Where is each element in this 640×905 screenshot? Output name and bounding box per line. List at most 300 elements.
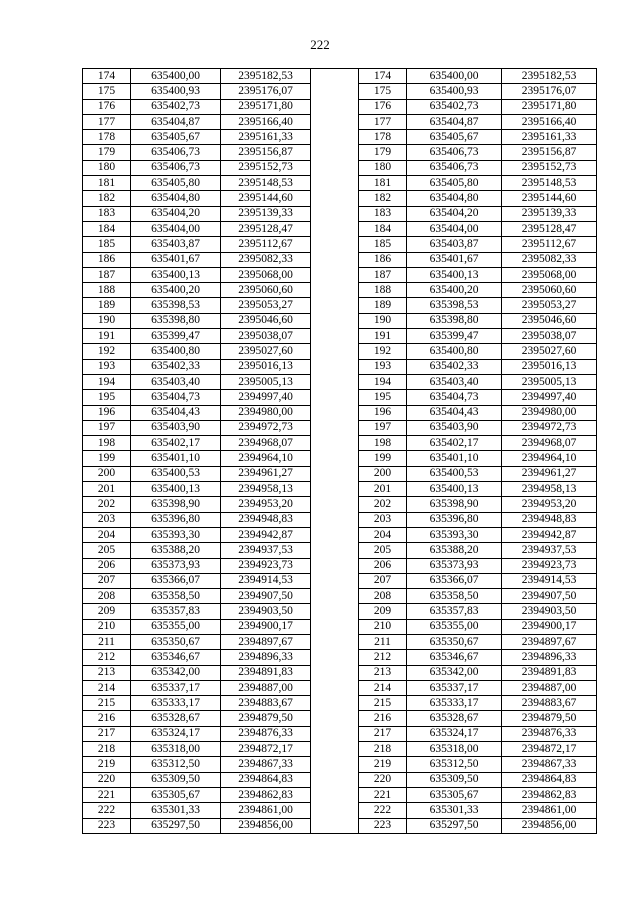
right-y-coordinate-cell: 2394872,17 bbox=[502, 742, 597, 757]
left-y-coordinate-cell: 2394879,50 bbox=[221, 711, 311, 726]
right-y-coordinate-cell: 2394961,27 bbox=[502, 466, 597, 481]
right-point-number-cell: 189 bbox=[359, 298, 407, 313]
column-gap bbox=[311, 711, 359, 726]
right-point-number-cell: 220 bbox=[359, 772, 407, 787]
right-x-coordinate-cell: 635324,17 bbox=[407, 726, 502, 741]
left-point-number-cell: 187 bbox=[83, 267, 131, 282]
right-point-number-cell: 217 bbox=[359, 726, 407, 741]
table-row bbox=[83, 221, 597, 236]
table-row bbox=[83, 374, 597, 389]
left-y-coordinate-cell: 2394958,13 bbox=[221, 482, 311, 497]
table-row bbox=[83, 558, 597, 573]
left-x-coordinate-cell: 635403,40 bbox=[131, 374, 221, 389]
column-gap bbox=[311, 512, 359, 527]
left-point-number-cell: 177 bbox=[83, 114, 131, 129]
left-point-number-cell: 189 bbox=[83, 298, 131, 313]
table-row bbox=[83, 772, 597, 787]
left-y-coordinate-cell: 2395038,07 bbox=[221, 329, 311, 344]
right-x-coordinate-cell: 635403,40 bbox=[407, 374, 502, 389]
left-point-number-cell: 196 bbox=[83, 405, 131, 420]
left-y-coordinate-cell: 2394923,73 bbox=[221, 558, 311, 573]
right-x-coordinate-cell: 635404,80 bbox=[407, 191, 502, 206]
right-y-coordinate-cell: 2394968,07 bbox=[502, 436, 597, 451]
left-x-coordinate-cell: 635297,50 bbox=[131, 818, 221, 833]
left-point-number-cell: 202 bbox=[83, 497, 131, 512]
right-y-coordinate-cell: 2395152,73 bbox=[502, 160, 597, 175]
left-x-coordinate-cell: 635402,33 bbox=[131, 359, 221, 374]
left-y-coordinate-cell: 2395060,60 bbox=[221, 283, 311, 298]
right-y-coordinate-cell: 2394856,00 bbox=[502, 818, 597, 833]
right-x-coordinate-cell: 635333,17 bbox=[407, 696, 502, 711]
left-x-coordinate-cell: 635405,80 bbox=[131, 176, 221, 191]
right-point-number-cell: 212 bbox=[359, 650, 407, 665]
right-point-number-cell: 219 bbox=[359, 757, 407, 772]
left-point-number-cell: 194 bbox=[83, 374, 131, 389]
table-row bbox=[83, 267, 597, 282]
table-row bbox=[83, 543, 597, 558]
left-point-number-cell: 192 bbox=[83, 344, 131, 359]
left-point-number-cell: 218 bbox=[83, 742, 131, 757]
left-x-coordinate-cell: 635309,50 bbox=[131, 772, 221, 787]
right-y-coordinate-cell: 2395005,13 bbox=[502, 374, 597, 389]
right-y-coordinate-cell: 2394864,83 bbox=[502, 772, 597, 787]
table-row bbox=[83, 512, 597, 527]
column-gap bbox=[311, 436, 359, 451]
left-x-coordinate-cell: 635401,10 bbox=[131, 451, 221, 466]
right-y-coordinate-cell: 2394862,83 bbox=[502, 787, 597, 802]
right-point-number-cell: 187 bbox=[359, 267, 407, 282]
left-point-number-cell: 217 bbox=[83, 726, 131, 741]
left-x-coordinate-cell: 635406,73 bbox=[131, 160, 221, 175]
right-y-coordinate-cell: 2395027,60 bbox=[502, 344, 597, 359]
page-number: 222 bbox=[310, 37, 330, 52]
right-y-coordinate-cell: 2394942,87 bbox=[502, 527, 597, 542]
left-y-coordinate-cell: 2395046,60 bbox=[221, 313, 311, 328]
left-point-number-cell: 200 bbox=[83, 466, 131, 481]
right-point-number-cell: 201 bbox=[359, 482, 407, 497]
column-gap bbox=[311, 742, 359, 757]
left-x-coordinate-cell: 635346,67 bbox=[131, 650, 221, 665]
left-point-number-cell: 183 bbox=[83, 206, 131, 221]
left-x-coordinate-cell: 635404,80 bbox=[131, 191, 221, 206]
left-y-coordinate-cell: 2395171,80 bbox=[221, 99, 311, 114]
left-y-coordinate-cell: 2394862,83 bbox=[221, 787, 311, 802]
right-y-coordinate-cell: 2395068,00 bbox=[502, 267, 597, 282]
left-x-coordinate-cell: 635404,87 bbox=[131, 114, 221, 129]
right-point-number-cell: 210 bbox=[359, 619, 407, 634]
right-y-coordinate-cell: 2395171,80 bbox=[502, 99, 597, 114]
right-y-coordinate-cell: 2395144,60 bbox=[502, 191, 597, 206]
right-point-number-cell: 181 bbox=[359, 176, 407, 191]
left-y-coordinate-cell: 2394997,40 bbox=[221, 390, 311, 405]
column-gap bbox=[311, 130, 359, 145]
right-x-coordinate-cell: 635404,73 bbox=[407, 390, 502, 405]
right-point-number-cell: 177 bbox=[359, 114, 407, 129]
left-y-coordinate-cell: 2395148,53 bbox=[221, 176, 311, 191]
left-y-coordinate-cell: 2394942,87 bbox=[221, 527, 311, 542]
right-point-number-cell: 188 bbox=[359, 283, 407, 298]
right-point-number-cell: 223 bbox=[359, 818, 407, 833]
left-point-number-cell: 221 bbox=[83, 787, 131, 802]
right-x-coordinate-cell: 635404,43 bbox=[407, 405, 502, 420]
table-row bbox=[83, 742, 597, 757]
left-point-number-cell: 176 bbox=[83, 99, 131, 114]
right-x-coordinate-cell: 635401,67 bbox=[407, 252, 502, 267]
left-y-coordinate-cell: 2394867,33 bbox=[221, 757, 311, 772]
left-point-number-cell: 206 bbox=[83, 558, 131, 573]
right-point-number-cell: 206 bbox=[359, 558, 407, 573]
right-x-coordinate-cell: 635398,53 bbox=[407, 298, 502, 313]
right-x-coordinate-cell: 635358,50 bbox=[407, 589, 502, 604]
column-gap bbox=[311, 221, 359, 236]
left-y-coordinate-cell: 2394903,50 bbox=[221, 604, 311, 619]
column-gap bbox=[311, 665, 359, 680]
right-y-coordinate-cell: 2394900,17 bbox=[502, 619, 597, 634]
column-gap bbox=[311, 482, 359, 497]
left-y-coordinate-cell: 2395156,87 bbox=[221, 145, 311, 160]
right-point-number-cell: 197 bbox=[359, 420, 407, 435]
left-x-coordinate-cell: 635312,50 bbox=[131, 757, 221, 772]
column-gap bbox=[311, 374, 359, 389]
right-point-number-cell: 214 bbox=[359, 680, 407, 695]
right-x-coordinate-cell: 635403,90 bbox=[407, 420, 502, 435]
right-x-coordinate-cell: 635402,73 bbox=[407, 99, 502, 114]
column-gap bbox=[311, 191, 359, 206]
right-x-coordinate-cell: 635400,93 bbox=[407, 84, 502, 99]
right-point-number-cell: 218 bbox=[359, 742, 407, 757]
table-row bbox=[83, 803, 597, 818]
table-row bbox=[83, 344, 597, 359]
right-y-coordinate-cell: 2395166,40 bbox=[502, 114, 597, 129]
left-point-number-cell: 214 bbox=[83, 680, 131, 695]
left-point-number-cell: 180 bbox=[83, 160, 131, 175]
left-y-coordinate-cell: 2395112,67 bbox=[221, 237, 311, 252]
right-x-coordinate-cell: 635366,07 bbox=[407, 573, 502, 588]
table-row bbox=[83, 726, 597, 741]
right-point-number-cell: 182 bbox=[359, 191, 407, 206]
right-x-coordinate-cell: 635400,53 bbox=[407, 466, 502, 481]
left-y-coordinate-cell: 2394937,53 bbox=[221, 543, 311, 558]
right-point-number-cell: 194 bbox=[359, 374, 407, 389]
left-x-coordinate-cell: 635400,13 bbox=[131, 267, 221, 282]
right-x-coordinate-cell: 635400,80 bbox=[407, 344, 502, 359]
left-x-coordinate-cell: 635328,67 bbox=[131, 711, 221, 726]
left-point-number-cell: 197 bbox=[83, 420, 131, 435]
right-point-number-cell: 191 bbox=[359, 329, 407, 344]
right-y-coordinate-cell: 2394883,67 bbox=[502, 696, 597, 711]
table-row bbox=[83, 696, 597, 711]
right-y-coordinate-cell: 2394876,33 bbox=[502, 726, 597, 741]
left-x-coordinate-cell: 635405,67 bbox=[131, 130, 221, 145]
left-x-coordinate-cell: 635400,53 bbox=[131, 466, 221, 481]
right-y-coordinate-cell: 2394879,50 bbox=[502, 711, 597, 726]
right-point-number-cell: 178 bbox=[359, 130, 407, 145]
right-x-coordinate-cell: 635346,67 bbox=[407, 650, 502, 665]
left-y-coordinate-cell: 2394968,07 bbox=[221, 436, 311, 451]
left-point-number-cell: 212 bbox=[83, 650, 131, 665]
column-gap bbox=[311, 344, 359, 359]
right-point-number-cell: 200 bbox=[359, 466, 407, 481]
right-point-number-cell: 209 bbox=[359, 604, 407, 619]
right-y-coordinate-cell: 2395128,47 bbox=[502, 221, 597, 236]
left-point-number-cell: 175 bbox=[83, 84, 131, 99]
right-y-coordinate-cell: 2394907,50 bbox=[502, 589, 597, 604]
left-point-number-cell: 211 bbox=[83, 634, 131, 649]
right-x-coordinate-cell: 635401,10 bbox=[407, 451, 502, 466]
column-gap bbox=[311, 420, 359, 435]
column-gap bbox=[311, 604, 359, 619]
right-point-number-cell: 176 bbox=[359, 99, 407, 114]
table-row bbox=[83, 84, 597, 99]
column-gap bbox=[311, 451, 359, 466]
left-point-number-cell: 208 bbox=[83, 589, 131, 604]
left-point-number-cell: 201 bbox=[83, 482, 131, 497]
right-x-coordinate-cell: 635388,20 bbox=[407, 543, 502, 558]
right-y-coordinate-cell: 2394953,20 bbox=[502, 497, 597, 512]
table-row bbox=[83, 313, 597, 328]
left-point-number-cell: 209 bbox=[83, 604, 131, 619]
right-y-coordinate-cell: 2395182,53 bbox=[502, 69, 597, 84]
left-x-coordinate-cell: 635402,17 bbox=[131, 436, 221, 451]
right-y-coordinate-cell: 2394891,83 bbox=[502, 665, 597, 680]
table-row bbox=[83, 634, 597, 649]
column-gap bbox=[311, 787, 359, 802]
right-x-coordinate-cell: 635305,67 bbox=[407, 787, 502, 802]
table-row bbox=[83, 359, 597, 374]
column-gap bbox=[311, 818, 359, 833]
right-point-number-cell: 199 bbox=[359, 451, 407, 466]
column-gap bbox=[311, 99, 359, 114]
column-gap bbox=[311, 390, 359, 405]
left-x-coordinate-cell: 635400,00 bbox=[131, 69, 221, 84]
right-point-number-cell: 205 bbox=[359, 543, 407, 558]
right-point-number-cell: 196 bbox=[359, 405, 407, 420]
left-x-coordinate-cell: 635366,07 bbox=[131, 573, 221, 588]
left-point-number-cell: 213 bbox=[83, 665, 131, 680]
column-gap bbox=[311, 359, 359, 374]
right-point-number-cell: 198 bbox=[359, 436, 407, 451]
right-y-coordinate-cell: 2395148,53 bbox=[502, 176, 597, 191]
right-x-coordinate-cell: 635355,00 bbox=[407, 619, 502, 634]
right-point-number-cell: 175 bbox=[359, 84, 407, 99]
right-y-coordinate-cell: 2394903,50 bbox=[502, 604, 597, 619]
left-x-coordinate-cell: 635404,00 bbox=[131, 221, 221, 236]
left-x-coordinate-cell: 635404,43 bbox=[131, 405, 221, 420]
column-gap bbox=[311, 466, 359, 481]
column-gap bbox=[311, 696, 359, 711]
left-x-coordinate-cell: 635305,67 bbox=[131, 787, 221, 802]
table-row bbox=[83, 160, 597, 175]
left-point-number-cell: 198 bbox=[83, 436, 131, 451]
right-x-coordinate-cell: 635404,87 bbox=[407, 114, 502, 129]
left-x-coordinate-cell: 635400,13 bbox=[131, 482, 221, 497]
table-row bbox=[83, 680, 597, 695]
right-y-coordinate-cell: 2395016,13 bbox=[502, 359, 597, 374]
column-gap bbox=[311, 558, 359, 573]
column-gap bbox=[311, 252, 359, 267]
column-gap bbox=[311, 619, 359, 634]
column-gap bbox=[311, 634, 359, 649]
left-point-number-cell: 185 bbox=[83, 237, 131, 252]
coordinates-table-body bbox=[83, 69, 597, 834]
left-y-coordinate-cell: 2394861,00 bbox=[221, 803, 311, 818]
column-gap bbox=[311, 543, 359, 558]
column-gap bbox=[311, 650, 359, 665]
column-gap bbox=[311, 405, 359, 420]
left-x-coordinate-cell: 635401,67 bbox=[131, 252, 221, 267]
table-row bbox=[83, 283, 597, 298]
right-x-coordinate-cell: 635309,50 bbox=[407, 772, 502, 787]
left-x-coordinate-cell: 635355,00 bbox=[131, 619, 221, 634]
left-point-number-cell: 178 bbox=[83, 130, 131, 145]
table-row bbox=[83, 405, 597, 420]
table-row bbox=[83, 329, 597, 344]
right-y-coordinate-cell: 2394937,53 bbox=[502, 543, 597, 558]
right-point-number-cell: 207 bbox=[359, 573, 407, 588]
right-y-coordinate-cell: 2395038,07 bbox=[502, 329, 597, 344]
right-x-coordinate-cell: 635357,83 bbox=[407, 604, 502, 619]
right-y-coordinate-cell: 2395139,33 bbox=[502, 206, 597, 221]
table-row bbox=[83, 390, 597, 405]
left-y-coordinate-cell: 2395182,53 bbox=[221, 69, 311, 84]
table-row bbox=[83, 451, 597, 466]
column-gap bbox=[311, 757, 359, 772]
right-x-coordinate-cell: 635393,30 bbox=[407, 527, 502, 542]
left-x-coordinate-cell: 635373,93 bbox=[131, 558, 221, 573]
right-x-coordinate-cell: 635400,13 bbox=[407, 482, 502, 497]
right-point-number-cell: 221 bbox=[359, 787, 407, 802]
right-y-coordinate-cell: 2394972,73 bbox=[502, 420, 597, 435]
right-point-number-cell: 174 bbox=[359, 69, 407, 84]
right-x-coordinate-cell: 635396,80 bbox=[407, 512, 502, 527]
left-x-coordinate-cell: 635404,73 bbox=[131, 390, 221, 405]
column-gap bbox=[311, 573, 359, 588]
left-point-number-cell: 199 bbox=[83, 451, 131, 466]
left-y-coordinate-cell: 2394897,67 bbox=[221, 634, 311, 649]
left-y-coordinate-cell: 2395152,73 bbox=[221, 160, 311, 175]
column-gap bbox=[311, 237, 359, 252]
right-x-coordinate-cell: 635318,00 bbox=[407, 742, 502, 757]
left-point-number-cell: 207 bbox=[83, 573, 131, 588]
left-point-number-cell: 220 bbox=[83, 772, 131, 787]
right-x-coordinate-cell: 635297,50 bbox=[407, 818, 502, 833]
left-y-coordinate-cell: 2395082,33 bbox=[221, 252, 311, 267]
column-gap bbox=[311, 84, 359, 99]
left-point-number-cell: 219 bbox=[83, 757, 131, 772]
right-y-coordinate-cell: 2395082,33 bbox=[502, 252, 597, 267]
table-row bbox=[83, 69, 597, 84]
table-row bbox=[83, 787, 597, 802]
table-row bbox=[83, 99, 597, 114]
left-x-coordinate-cell: 635337,17 bbox=[131, 680, 221, 695]
left-y-coordinate-cell: 2394864,83 bbox=[221, 772, 311, 787]
table-row bbox=[83, 711, 597, 726]
right-point-number-cell: 190 bbox=[359, 313, 407, 328]
column-gap bbox=[311, 298, 359, 313]
left-y-coordinate-cell: 2395053,27 bbox=[221, 298, 311, 313]
table-row bbox=[83, 497, 597, 512]
right-point-number-cell: 211 bbox=[359, 634, 407, 649]
left-x-coordinate-cell: 635393,30 bbox=[131, 527, 221, 542]
left-x-coordinate-cell: 635398,80 bbox=[131, 313, 221, 328]
column-gap bbox=[311, 283, 359, 298]
left-point-number-cell: 179 bbox=[83, 145, 131, 160]
column-gap bbox=[311, 726, 359, 741]
right-y-coordinate-cell: 2394867,33 bbox=[502, 757, 597, 772]
table-row bbox=[83, 466, 597, 481]
left-x-coordinate-cell: 635400,80 bbox=[131, 344, 221, 359]
left-point-number-cell: 186 bbox=[83, 252, 131, 267]
right-point-number-cell: 215 bbox=[359, 696, 407, 711]
left-y-coordinate-cell: 2395016,13 bbox=[221, 359, 311, 374]
right-y-coordinate-cell: 2394964,10 bbox=[502, 451, 597, 466]
right-point-number-cell: 192 bbox=[359, 344, 407, 359]
left-x-coordinate-cell: 635406,73 bbox=[131, 145, 221, 160]
left-x-coordinate-cell: 635404,20 bbox=[131, 206, 221, 221]
left-point-number-cell: 188 bbox=[83, 283, 131, 298]
table-row bbox=[83, 650, 597, 665]
left-x-coordinate-cell: 635301,33 bbox=[131, 803, 221, 818]
left-y-coordinate-cell: 2394907,50 bbox=[221, 589, 311, 604]
left-x-coordinate-cell: 635318,00 bbox=[131, 742, 221, 757]
right-y-coordinate-cell: 2394896,33 bbox=[502, 650, 597, 665]
right-y-coordinate-cell: 2394887,00 bbox=[502, 680, 597, 695]
right-x-coordinate-cell: 635403,87 bbox=[407, 237, 502, 252]
left-y-coordinate-cell: 2395139,33 bbox=[221, 206, 311, 221]
left-y-coordinate-cell: 2394883,67 bbox=[221, 696, 311, 711]
left-x-coordinate-cell: 635402,73 bbox=[131, 99, 221, 114]
right-point-number-cell: 179 bbox=[359, 145, 407, 160]
left-point-number-cell: 182 bbox=[83, 191, 131, 206]
table-row bbox=[83, 604, 597, 619]
left-x-coordinate-cell: 635388,20 bbox=[131, 543, 221, 558]
table-row bbox=[83, 145, 597, 160]
right-x-coordinate-cell: 635400,13 bbox=[407, 267, 502, 282]
left-point-number-cell: 210 bbox=[83, 619, 131, 634]
right-y-coordinate-cell: 2395060,60 bbox=[502, 283, 597, 298]
right-y-coordinate-cell: 2394923,73 bbox=[502, 558, 597, 573]
left-y-coordinate-cell: 2395144,60 bbox=[221, 191, 311, 206]
table-row bbox=[83, 114, 597, 129]
right-y-coordinate-cell: 2394948,83 bbox=[502, 512, 597, 527]
right-point-number-cell: 186 bbox=[359, 252, 407, 267]
column-gap bbox=[311, 680, 359, 695]
right-x-coordinate-cell: 635328,67 bbox=[407, 711, 502, 726]
right-x-coordinate-cell: 635405,80 bbox=[407, 176, 502, 191]
column-gap bbox=[311, 206, 359, 221]
right-x-coordinate-cell: 635342,00 bbox=[407, 665, 502, 680]
left-x-coordinate-cell: 635333,17 bbox=[131, 696, 221, 711]
right-x-coordinate-cell: 635350,67 bbox=[407, 634, 502, 649]
left-point-number-cell: 190 bbox=[83, 313, 131, 328]
left-y-coordinate-cell: 2394980,00 bbox=[221, 405, 311, 420]
table-row bbox=[83, 206, 597, 221]
column-gap bbox=[311, 803, 359, 818]
table-row bbox=[83, 665, 597, 680]
table-row bbox=[83, 298, 597, 313]
table-row bbox=[83, 482, 597, 497]
left-point-number-cell: 203 bbox=[83, 512, 131, 527]
left-point-number-cell: 205 bbox=[83, 543, 131, 558]
right-x-coordinate-cell: 635402,17 bbox=[407, 436, 502, 451]
table-row bbox=[83, 252, 597, 267]
right-y-coordinate-cell: 2395176,07 bbox=[502, 84, 597, 99]
left-y-coordinate-cell: 2395027,60 bbox=[221, 344, 311, 359]
right-y-coordinate-cell: 2395112,67 bbox=[502, 237, 597, 252]
right-y-coordinate-cell: 2395161,33 bbox=[502, 130, 597, 145]
left-y-coordinate-cell: 2395128,47 bbox=[221, 221, 311, 236]
table-row bbox=[83, 176, 597, 191]
